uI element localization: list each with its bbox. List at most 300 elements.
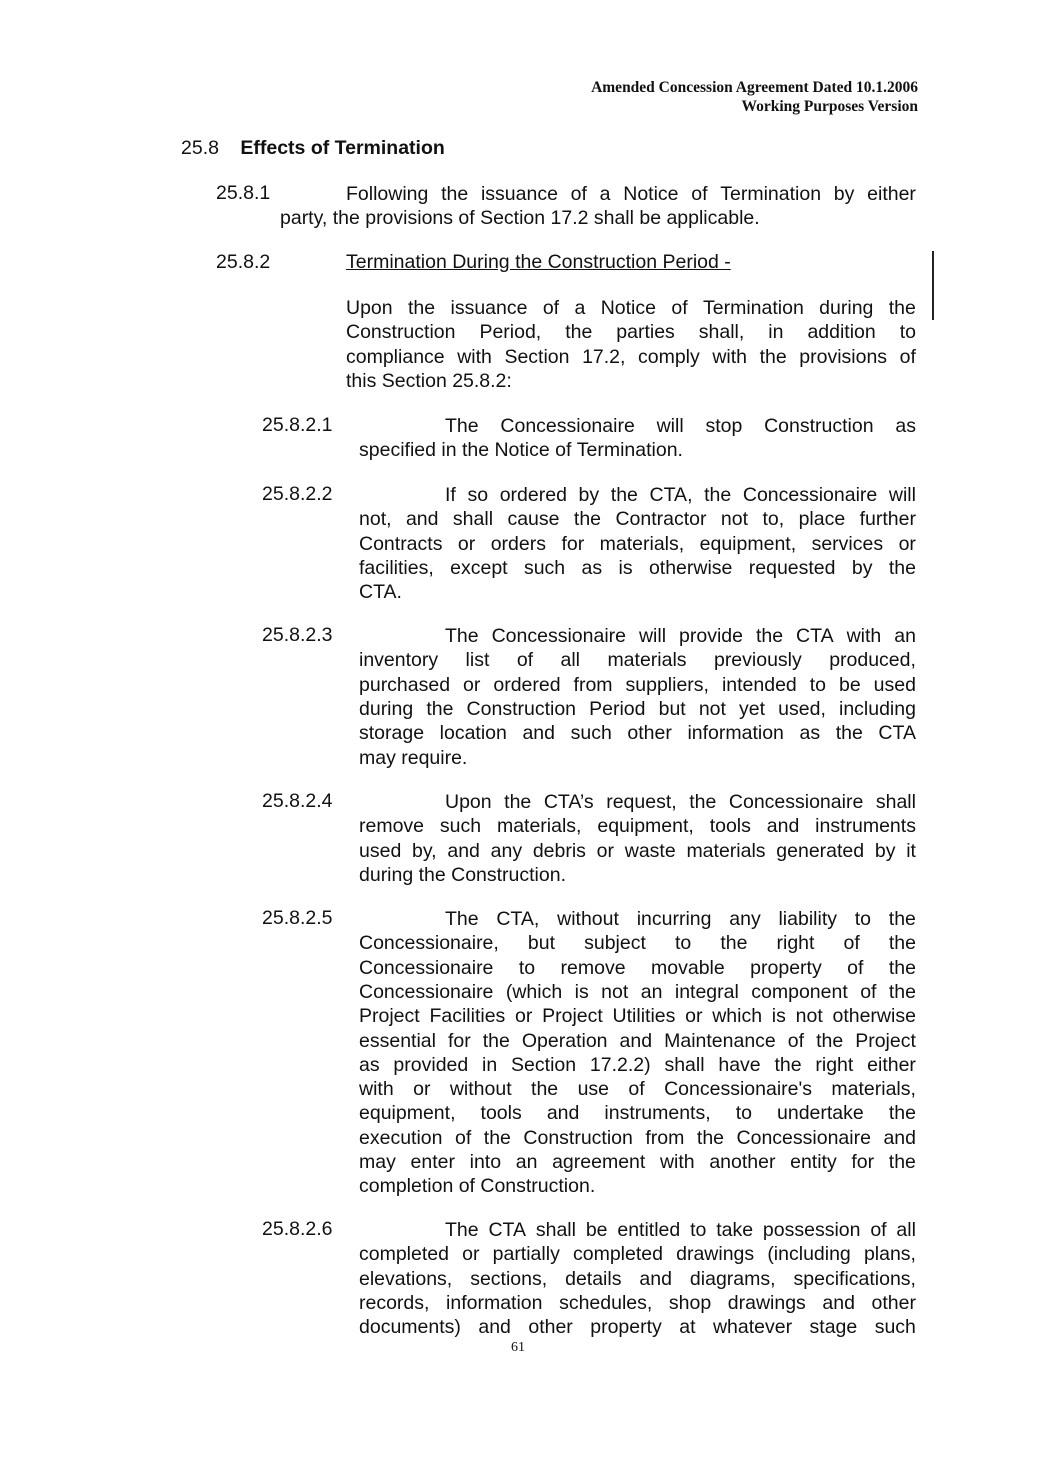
word: in [441,439,457,462]
word: possession [762,1219,861,1241]
text-line [445,790,916,814]
word: either [867,183,916,205]
word: the [565,321,593,344]
word: as [799,722,821,745]
section-number: 25.8 [181,137,219,159]
text-line [445,414,916,438]
word: during [359,863,414,886]
word: either [867,1053,916,1076]
word: the [759,345,787,368]
word: provided [393,1053,469,1076]
subclause-number: 25.8.2.6 [262,1218,333,1240]
word: addition [807,321,876,344]
word: without [449,1078,512,1101]
word: take [716,1219,754,1241]
word: storage [359,722,425,745]
text-line [359,648,916,672]
word: purchased [359,673,451,696]
word: documents) [359,1316,461,1339]
word: Concessionaire, [359,932,499,955]
subclause-line [359,931,916,955]
subclause-line [445,790,916,814]
text-line [346,320,916,344]
text-line [445,907,916,931]
word: the [888,1151,916,1173]
subclause-line [359,507,916,531]
word: have [718,1053,761,1076]
word: Construction [466,697,577,720]
word: of [787,1029,805,1052]
word: instruments [815,815,916,838]
word: remove [560,956,626,979]
word: and [639,1267,672,1290]
word: the [888,297,916,319]
word: undertake [777,1102,864,1125]
word: by, [412,839,437,862]
word: other [627,722,672,745]
word: it [906,839,916,862]
text-line [359,1150,916,1174]
word: the [461,439,490,462]
word: Section [480,207,546,229]
word: use [577,1078,610,1101]
word: remove [359,815,425,838]
word: movable [651,956,725,979]
subclause-line [359,746,916,770]
text-line [359,1004,916,1028]
subclause-line [359,863,916,887]
clause-25-8-1-line2 [280,206,916,230]
subclause-line [445,414,916,438]
word: Utilities [612,1005,676,1028]
subclause-line [359,721,916,745]
word: to [854,908,872,930]
word: for [561,532,585,555]
word: used [873,673,916,696]
text-line [359,746,916,770]
word: may [359,746,396,769]
word: provisions [799,345,888,368]
word: subject [584,932,646,955]
word: property [750,956,822,979]
clause-number: 25.8.1 [216,182,271,204]
word: by [833,183,855,205]
word: parties [616,321,675,344]
word: such [570,722,612,745]
word: inventory [359,649,439,672]
word: with [846,625,882,647]
word: of [671,297,688,319]
word: an [894,625,916,647]
word: Project [855,1029,916,1052]
word: not [795,1005,823,1028]
word: diagrams, [689,1267,776,1290]
word: used [359,839,402,862]
word: CTA, [496,908,540,930]
word: an [640,980,663,1003]
word: shall, [698,321,745,344]
subclause-line [359,1077,916,1101]
word: enter [410,1151,455,1173]
word: list [465,649,490,672]
word: location [439,722,507,745]
word: Project [359,1005,420,1028]
text-line [359,507,916,531]
word: entitled [617,1219,681,1241]
word: completion [359,1175,454,1198]
word: not, [359,508,392,531]
word: of [843,932,860,955]
word: Concessionaire [742,484,878,506]
word: from [645,1126,685,1149]
word: or [413,1078,431,1101]
word: The [445,625,479,647]
word: or [596,839,615,862]
word: debris [532,839,586,862]
word: right [776,932,815,955]
section-title: Effects of Termination [240,137,445,159]
subclause-line [359,580,916,604]
word: the [441,183,469,205]
word: into [469,1151,502,1173]
subclause-line [359,697,916,721]
text-line [359,931,916,955]
subclause-line [359,1004,916,1028]
word: the [835,722,863,745]
word: Construction [764,415,874,437]
word: and [522,722,555,745]
word: ordered [499,484,567,506]
word: and [447,839,480,862]
word: 25.8.2: [452,369,512,392]
word: sections, [470,1267,548,1290]
word: CTA’s [543,791,594,813]
word: of [458,1175,475,1198]
word: Concessionaire [736,1126,871,1149]
word: The [445,1219,479,1241]
word: ordered [493,673,561,696]
word: as [581,556,603,579]
word: elevations, [359,1267,453,1290]
word: be [639,207,662,229]
text-line [359,1077,916,1101]
word: Section [504,345,570,368]
word: schedules, [559,1291,653,1314]
subclause-line [359,1029,916,1053]
word: party, [280,207,328,229]
text-line [359,721,916,745]
clause-number: 25.8.2 [216,251,271,273]
word: another [709,1151,776,1173]
clause-25-8-1-line1 [346,182,916,206]
subclause-line [359,1291,916,1315]
word: generated [776,839,865,862]
text-line [346,369,916,393]
word: issuance [480,183,558,205]
subclause-line [359,1126,916,1150]
word: Maintenance [664,1029,776,1052]
word: for [447,1029,471,1052]
word: the [704,484,732,506]
word: stop [705,415,743,437]
text-line [359,438,916,462]
subclause-line [359,1101,916,1125]
word: of [455,1126,472,1149]
word: shall [593,207,634,229]
word: completed [572,1243,663,1266]
word: The [445,415,479,437]
word: cause [507,508,560,531]
word: the [531,1078,559,1101]
word: Construction. [480,1175,596,1198]
word: Following [346,183,429,205]
word: compliance [346,345,445,368]
subclause-line [359,956,916,980]
word: Period, [479,321,542,344]
text-line [445,624,916,648]
word: shall [875,791,916,813]
word: Concessionaire's [664,1078,812,1101]
word: may [359,1151,396,1173]
text-line [359,1315,916,1339]
word: to, [762,508,785,531]
word: Construction. [451,863,566,886]
word: (which [505,980,563,1003]
word: facilities, [359,556,434,579]
word: further [859,508,916,531]
word: the [426,697,454,720]
word: Notice [600,297,656,319]
word: an [515,1151,538,1173]
word: records, [359,1291,430,1314]
word: the [332,207,360,229]
text-line [359,814,916,838]
word: intended [721,673,797,696]
header-title: Amended Concession Agreement Dated 10.1.2006 [591,79,918,96]
word: this [346,369,377,392]
word: to [674,932,692,955]
word: be [585,1219,608,1241]
word: as [895,415,916,437]
word: comply [638,345,700,368]
word: Section [511,1053,577,1076]
word: as [359,1053,380,1076]
word: the [418,863,446,886]
word: agreement [552,1151,646,1173]
word: Termination [720,183,822,205]
word: to [899,321,916,344]
word: of [847,956,864,979]
word: of [691,183,708,205]
word: (including [767,1243,851,1266]
word: the [774,1053,802,1076]
subclause-line [359,556,916,580]
word: and [619,1029,653,1052]
word: with [659,1151,695,1173]
word: details [565,1267,622,1290]
word: tools [709,815,751,838]
word: from [573,673,613,696]
text-line [359,673,916,697]
text-line [359,697,916,721]
subclause-line [359,839,916,863]
word: a [599,183,611,205]
word: If [445,484,456,506]
word: materials, [496,815,582,838]
word: Contractor [615,508,707,531]
word: the [816,1029,844,1052]
subclause-number: 25.8.2.3 [262,624,333,646]
word: any [729,908,761,930]
word: Construction [346,321,456,344]
subclause-line [359,1267,916,1291]
word: with [457,345,492,368]
text-line [445,1218,916,1242]
word: not [601,980,629,1003]
word: any [490,839,523,862]
word: to [518,956,536,979]
word: is [771,1005,786,1028]
word: equipment, [699,532,797,555]
word: materials [686,839,766,862]
word: Concessionaire [728,791,864,813]
word: of [860,980,877,1003]
word: provide [679,625,743,647]
word: of [516,649,534,672]
clause-heading: Termination During the Construction Period - [346,251,731,273]
word: or [898,532,916,555]
text-line [359,839,916,863]
subclause-line [359,532,916,556]
word: is [618,556,633,579]
word: integral [674,980,739,1003]
text-line [359,1029,916,1053]
text-line [346,296,916,320]
word: such [523,556,566,579]
word: issuance [450,297,528,319]
word: plans, [863,1243,916,1266]
word: and [822,1291,855,1314]
word: essential [359,1029,436,1052]
word: of [899,345,916,368]
word: of [570,183,587,205]
word: or [515,1005,533,1028]
text-line [359,980,916,1004]
word: The [445,908,479,930]
text-line [280,206,916,230]
word: Termination. [576,439,683,462]
word: the [888,932,916,955]
subclause-number: 25.8.2.1 [262,414,333,436]
text-line [359,863,916,887]
word: and [478,1316,511,1339]
word: the [888,1102,916,1125]
text-line [359,1101,916,1125]
word: otherwise [832,1005,916,1028]
word: completed [359,1243,449,1266]
word: requested [748,556,836,579]
text-line [359,1174,916,1198]
subclause-line [359,1150,916,1174]
subclause-line [445,483,916,507]
word: including [838,697,916,720]
word: previously [713,649,802,672]
subclause-line [359,1315,916,1339]
word: stage [809,1316,858,1339]
word: or [685,1005,703,1028]
word: in [768,321,784,344]
word: the [689,791,717,813]
word: right [815,1053,854,1076]
word: yet [739,697,766,720]
word: specifications, [793,1267,916,1290]
word: in [482,1053,498,1076]
word: the [888,556,916,579]
word: will [888,484,916,506]
word: to [809,673,827,696]
word: tools [480,1102,522,1125]
word: the [888,908,916,930]
word: materials, [599,532,685,555]
word: of [555,439,572,462]
word: all [896,1219,916,1241]
word: equipment, [597,815,694,838]
word: Project [542,1005,603,1028]
word: but [527,932,556,955]
word: CTA [796,625,834,647]
clause-25-8-2-body [346,296,916,393]
text-line [346,345,916,369]
word: and [766,815,800,838]
word: the [408,297,436,319]
word: shop [668,1291,712,1314]
word: waste [624,839,676,862]
word: incurring [636,908,712,930]
word: Upon [445,791,492,813]
word: 17.2 [550,207,589,229]
document-header [591,78,918,116]
word: with [359,1078,394,1101]
word: Facilities [429,1005,506,1028]
text-line [359,556,916,580]
word: require. [401,746,468,769]
word: is [574,980,589,1003]
word: information [687,722,784,745]
word: the [888,956,916,979]
word: Notice [623,183,679,205]
word: services [811,532,884,555]
word: so [467,484,489,506]
word: of [870,1219,887,1241]
word: to [735,1102,752,1125]
word: information [446,1291,543,1314]
word: Contracts [359,532,443,555]
text-line [359,532,916,556]
word: materials [607,649,687,672]
word: the [483,1126,511,1149]
word: the [755,625,784,647]
word: the [504,791,532,813]
subclause-line [359,814,916,838]
word: CTA. [359,581,402,604]
word: the [888,980,916,1003]
subclause-number: 25.8.2.4 [262,790,333,812]
word: place [798,508,846,531]
word: shall [452,508,494,531]
word: Notice [494,439,550,462]
word: the [720,932,748,955]
word: instruments, [604,1102,711,1125]
